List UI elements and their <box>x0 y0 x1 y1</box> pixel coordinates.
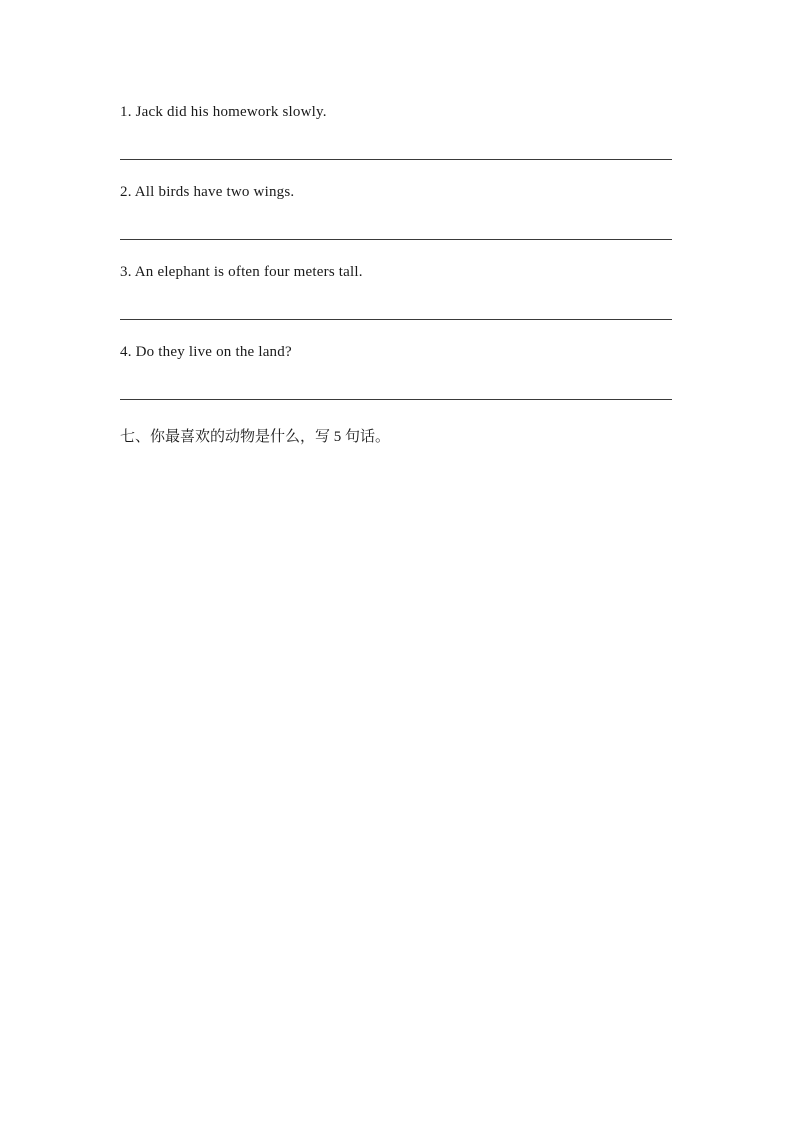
answer-line-2 <box>120 239 672 240</box>
answer-line-4 <box>120 399 672 400</box>
answer-line-1 <box>120 159 672 160</box>
exercise-sentence-4: 4. Do they live on the land? <box>120 344 292 360</box>
answer-line-3 <box>120 319 672 320</box>
exercise-sentence-1: 1. Jack did his homework slowly. <box>120 104 327 120</box>
exercise-sentence-2: 2. All birds have two wings. <box>120 184 295 200</box>
worksheet-content <box>120 103 672 447</box>
section-heading: 七、你最喜欢的动物是什么，写 5 句话。 <box>120 429 391 445</box>
exercise-sentence-3: 3. An elephant is often four meters tall. <box>120 264 363 280</box>
